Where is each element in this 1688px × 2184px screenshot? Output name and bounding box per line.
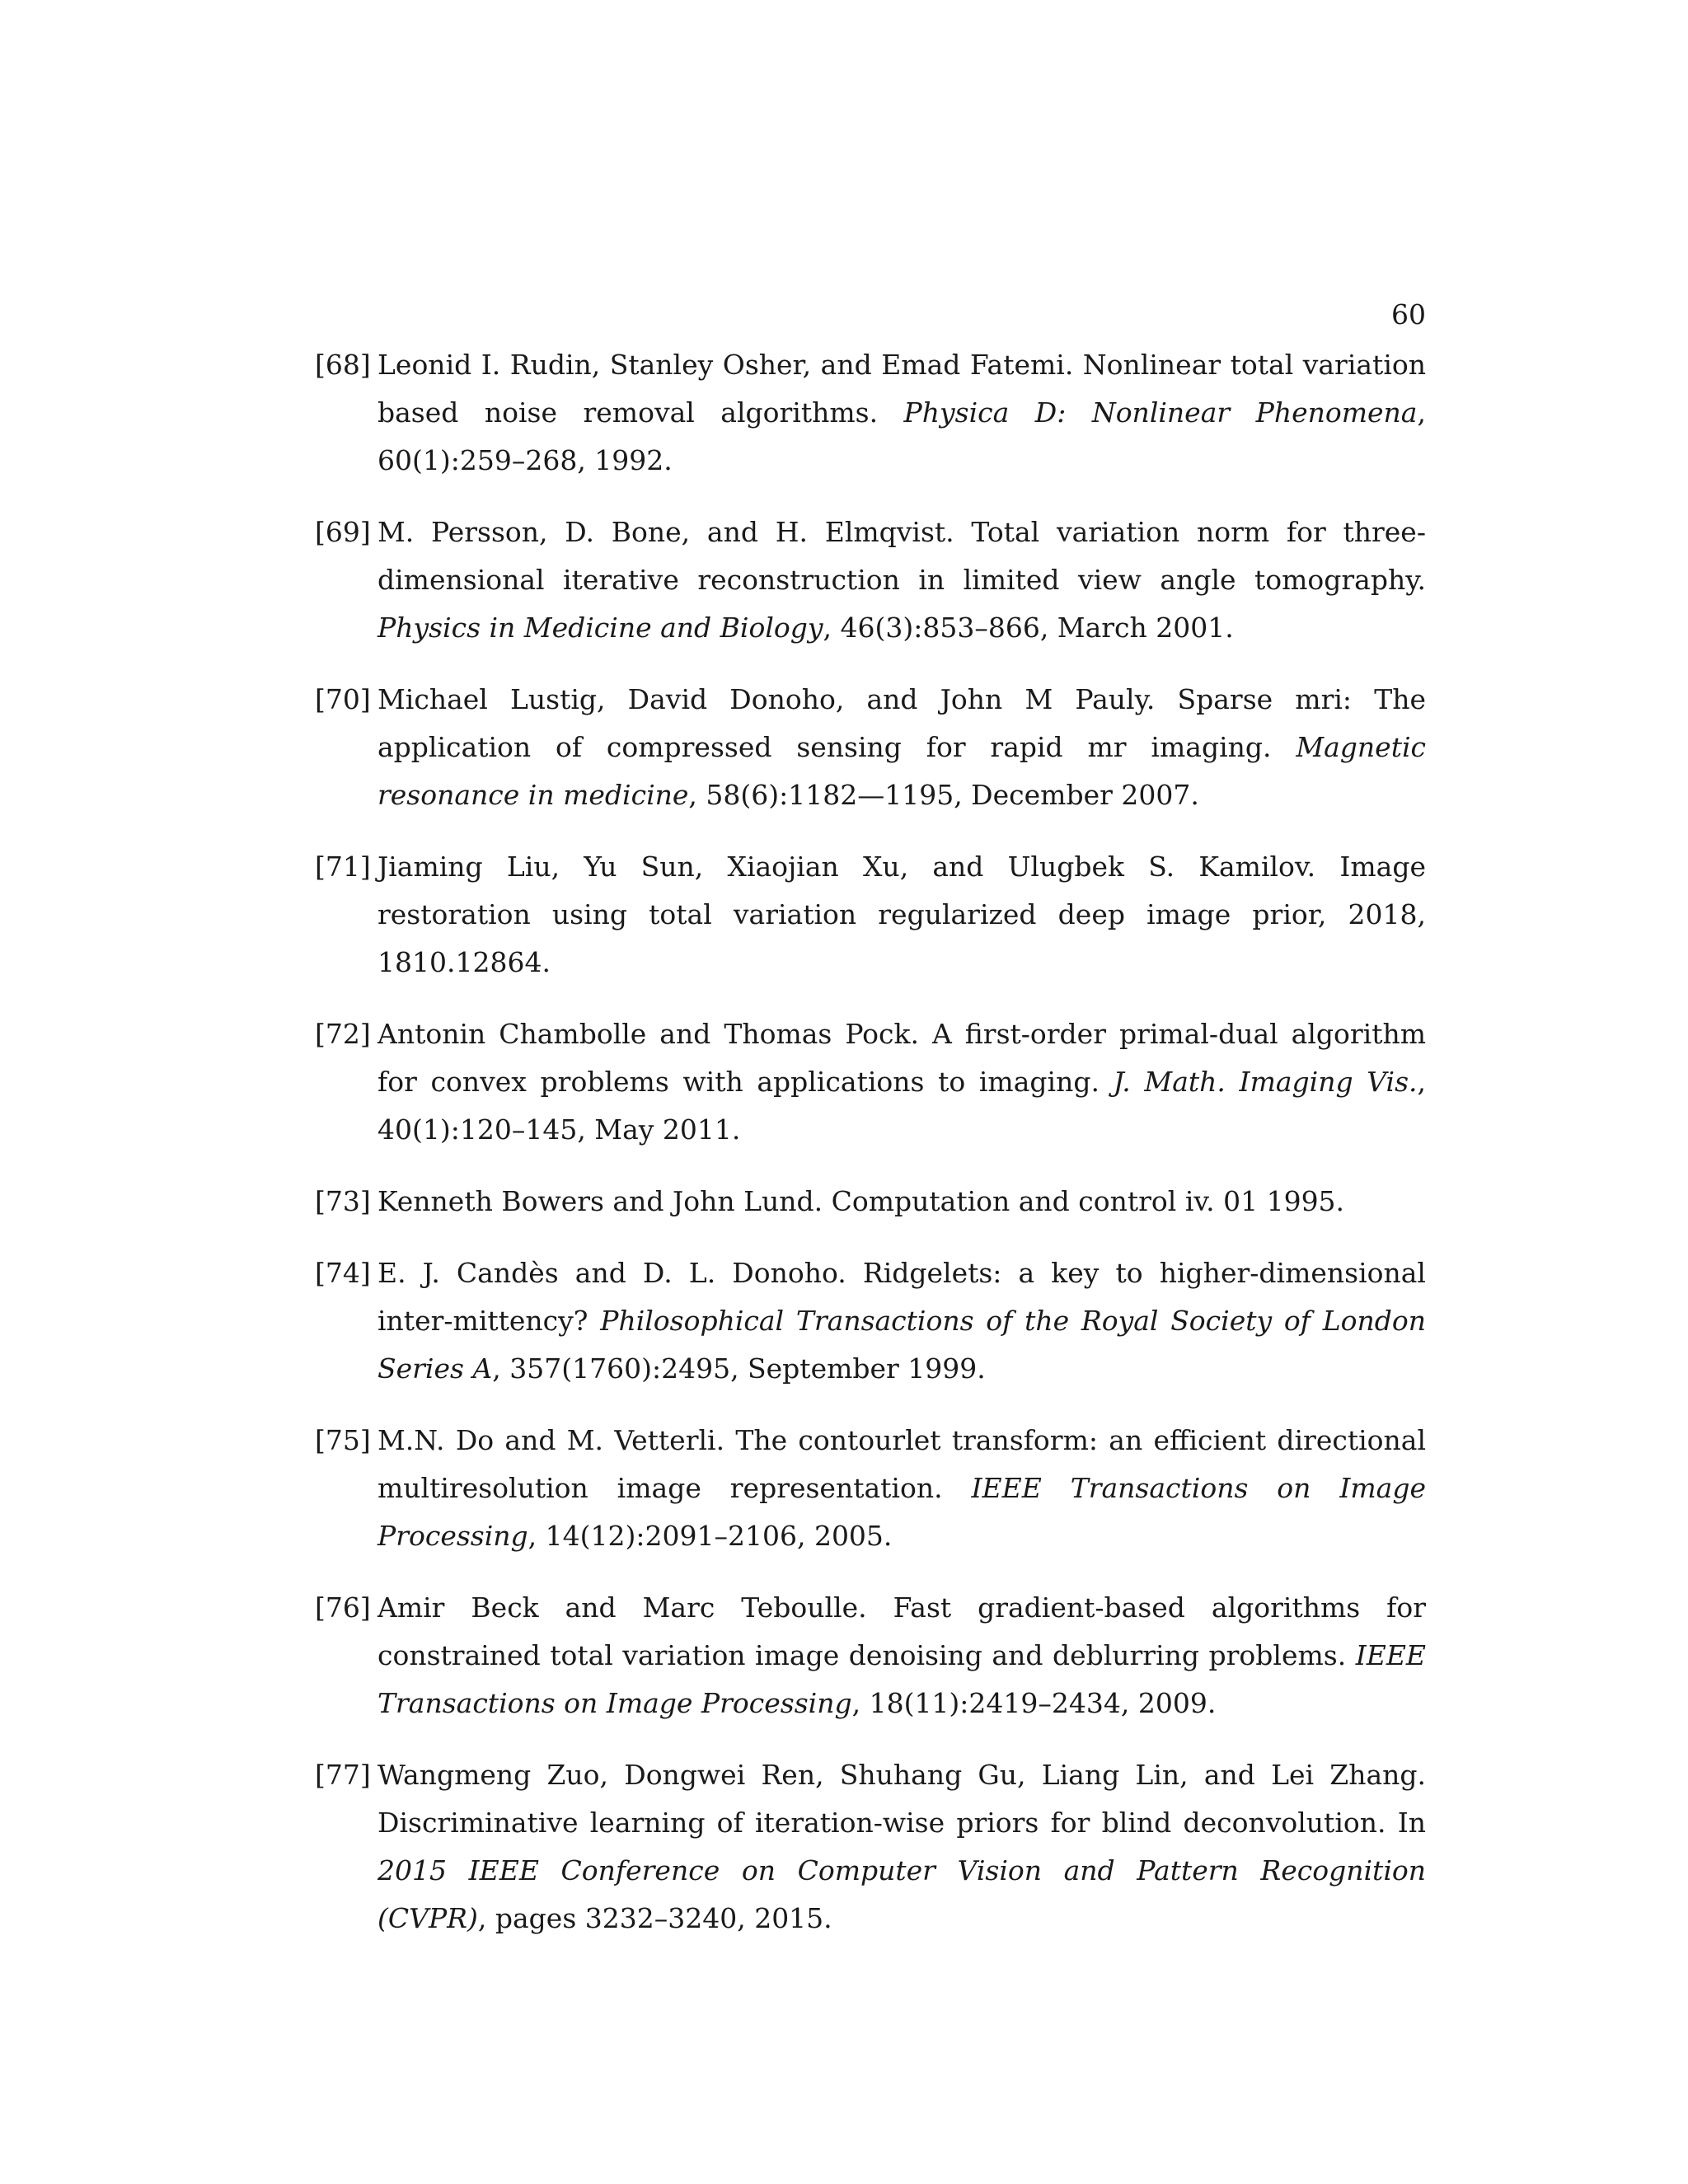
reference-venue: J. Math. Imaging Vis. <box>1113 1066 1418 1098</box>
reference-entry <box>315 676 1426 819</box>
page-number: 60 <box>1391 298 1426 330</box>
reference-authors-title: Leonid I. Rudin, Stanley Osher, and Emad Fatemi. Nonlinear total variation based noise removal algorithms. <box>377 349 1426 429</box>
reference-details: , 60(1):259–268, 1992. <box>377 396 1426 476</box>
reference-authors-title: Amir Beck and Marc Teboulle. Fast gradient-based algorithms for constrained total variation image denoising and deblurring problems. <box>377 1591 1426 1671</box>
reference-label: [75] <box>315 1424 371 1456</box>
reference-entry <box>315 1010 1426 1154</box>
reference-details: , 46(3):853–866, March 2001. <box>823 612 1234 644</box>
reference-entry <box>315 341 1426 485</box>
reference-details: , 18(11):2419–2434, 2009. <box>851 1687 1217 1719</box>
reference-entry <box>315 1178 1426 1226</box>
reference-entry <box>315 1584 1426 1727</box>
reference-label: [76] <box>315 1591 371 1624</box>
reference-entry <box>315 1249 1426 1393</box>
reference-authors-title: M. Persson, D. Bone, and H. Elmqvist. Total variation norm for three-dimensional iterative reconstruction in limited view angle tomography. <box>377 516 1426 596</box>
reference-list <box>315 341 1426 1966</box>
reference-details: , 40(1):120–145, May 2011. <box>377 1066 1426 1146</box>
reference-venue: IEEE Transactions on Image Processing <box>377 1639 1426 1719</box>
reference-venue: Physica D: Nonlinear Phenomena <box>903 396 1418 429</box>
reference-authors-title: M.N. Do and M. Vetterli. The contourlet transform: an efficient directional multiresolution image representation. <box>377 1424 1426 1504</box>
reference-authors-title: Michael Lustig, David Donoho, and John M Pauly. Sparse mri: The application of compressed sensing for rapid mr imaging. <box>377 683 1426 763</box>
reference-label: [74] <box>315 1257 371 1289</box>
reference-label: [73] <box>315 1185 371 1217</box>
reference-venue: Physics in Medicine and Biology <box>377 612 823 644</box>
reference-label: [70] <box>315 683 371 715</box>
reference-details: , 14(12):2091–2106, 2005. <box>528 1520 893 1552</box>
reference-authors-title: Jiaming Liu, Yu Sun, Xiaojian Xu, and Ulugbek S. Kamilov. Image restoration using total variation regularized deep image prior, 2018, 1810.12864. <box>377 851 1426 978</box>
reference-venue: Philosophical Transactions of the Royal Society of London Series A <box>377 1305 1426 1385</box>
reference-label: [72] <box>315 1018 371 1050</box>
reference-details: , 357(1760):2495, September 1999. <box>492 1352 986 1385</box>
reference-authors-title: E. J. Candès and D. L. Donoho. Ridgelets: a key to higher-dimensional inter-mittency? <box>377 1257 1426 1337</box>
reference-venue: IEEE Transactions on Image Processing <box>377 1472 1426 1552</box>
reference-authors-title: Antonin Chambolle and Thomas Pock. A first-order primal-dual algorithm for convex problems with applications to imaging. <box>377 1018 1426 1098</box>
reference-details: , pages 3232–3240, 2015. <box>477 1902 832 1934</box>
reference-venue: 2015 IEEE Conference on Computer Vision and Pattern Recognition (CVPR) <box>377 1854 1426 1934</box>
reference-entry <box>315 843 1426 987</box>
reference-label: [71] <box>315 851 371 883</box>
reference-entry <box>315 1417 1426 1560</box>
reference-authors-title: Kenneth Bowers and John Lund. Computation and control iv. 01 1995. <box>377 1185 1345 1217</box>
reference-venue: Magnetic resonance in medicine <box>377 731 1426 811</box>
reference-label: [77] <box>315 1759 371 1791</box>
reference-label: [68] <box>315 349 371 381</box>
reference-label: [69] <box>315 516 371 548</box>
reference-details: , 58(6):1182—1195, December 2007. <box>688 779 1199 811</box>
reference-authors-title: Wangmeng Zuo, Dongwei Ren, Shuhang Gu, Liang Lin, and Lei Zhang. Discriminative learning of iteration-wise priors for blind deconvolution. In <box>377 1759 1426 1839</box>
reference-entry <box>315 1751 1426 1943</box>
reference-entry <box>315 509 1426 652</box>
